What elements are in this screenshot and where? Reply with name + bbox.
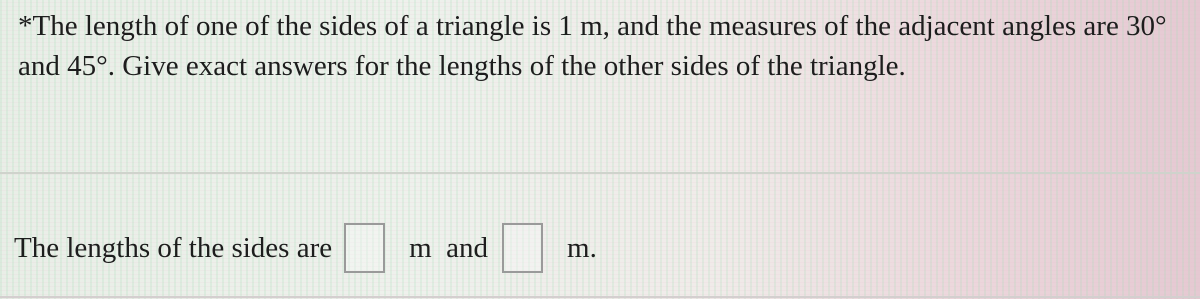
side-length-input-1[interactable]	[344, 223, 385, 273]
unit-and-text: m and	[409, 231, 489, 264]
side-length-input-2[interactable]	[502, 223, 543, 273]
question-text: *The length of one of the sides of a triangle is 1 m, and the measures of the adjacent angles are 30° and 45°. Give exact answers for the lengths of the other sides of the triangle.	[18, 10, 1167, 82]
answer-lead-text: The lengths of the sides are	[14, 231, 333, 264]
divider-bottom	[0, 296, 1200, 298]
unit-end-text: m.	[567, 231, 597, 264]
answer-line	[14, 218, 597, 278]
divider	[0, 172, 1200, 174]
